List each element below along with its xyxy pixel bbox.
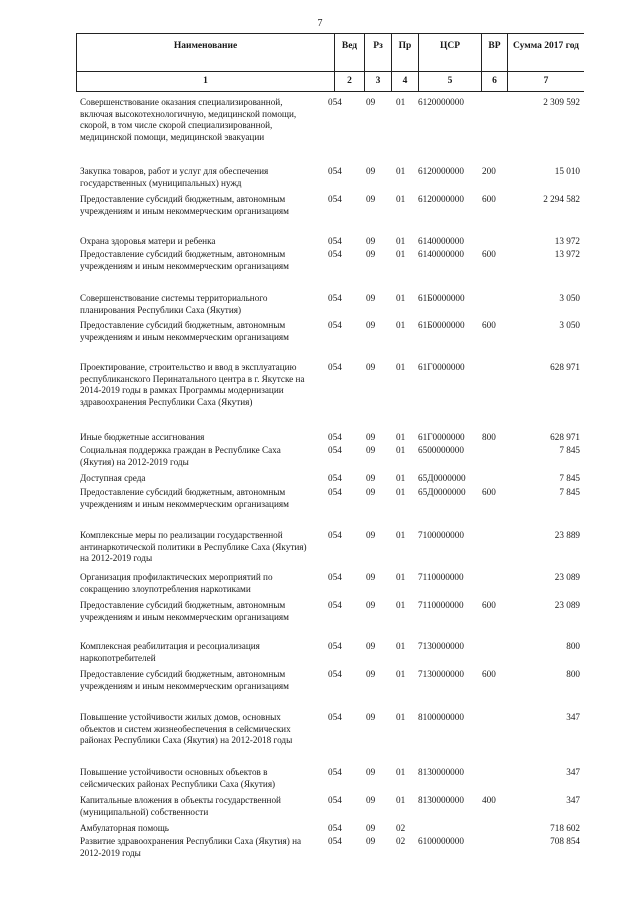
- row-rz: 09: [366, 293, 376, 303]
- row-name: Доступная среда: [80, 473, 146, 483]
- row-sum: 15 010: [554, 166, 580, 176]
- row-ved: 054: [328, 432, 342, 442]
- row-csr: 65Д0000000: [418, 487, 466, 497]
- row-name: Комплексные меры по реализации государственной антинаркотической политики в Республике Саха (Якутия) на 2012-2019 годы: [80, 530, 307, 564]
- row-rz: 09: [366, 641, 376, 651]
- row-pr: 01: [396, 293, 406, 303]
- row-ved: 054: [328, 712, 342, 722]
- row-rz: 09: [366, 572, 376, 582]
- row-pr: 01: [396, 320, 406, 330]
- row-vr: 400: [482, 795, 496, 805]
- row-vr: 600: [482, 669, 496, 679]
- row-rz: 09: [366, 97, 376, 107]
- row-name: Комплексная реабилитация и ресоциализация наркопотребителей: [80, 641, 260, 663]
- header-sum: Сумма 2017 год: [513, 41, 579, 51]
- row-rz: 09: [366, 823, 376, 833]
- row-rz: 09: [366, 669, 376, 679]
- row-csr: 8130000000: [418, 767, 464, 777]
- row-pr: 01: [396, 530, 406, 540]
- header-cell-csr: [418, 34, 481, 91]
- header-cell-vr: [481, 34, 507, 91]
- row-csr: 6100000000: [418, 836, 464, 846]
- row-sum: 3 050: [559, 293, 580, 303]
- row-name: Совершенствование системы территориального планирования Республики Саха (Якутия): [80, 293, 268, 315]
- row-pr: 02: [396, 823, 406, 833]
- header-number-7: 7: [543, 76, 549, 86]
- row-rz: 09: [366, 320, 376, 330]
- row-csr: 6140000000: [418, 236, 464, 246]
- row-rz: 09: [366, 445, 376, 455]
- row-ved: 054: [328, 166, 342, 176]
- row-sum: 13 972: [554, 249, 580, 259]
- page-number: 7: [317, 18, 323, 29]
- row-ved: 054: [328, 236, 342, 246]
- row-sum: 7 845: [559, 445, 580, 455]
- row-ved: 054: [328, 194, 342, 204]
- row-sum: 718 602: [550, 823, 580, 833]
- row-vr: 600: [482, 320, 496, 330]
- row-sum: 800: [566, 641, 580, 651]
- row-rz: 09: [366, 194, 376, 204]
- row-pr: 01: [396, 236, 406, 246]
- header-number-3: 3: [375, 76, 381, 86]
- row-pr: 01: [396, 362, 406, 372]
- header-csr: ЦСР: [439, 41, 461, 51]
- row-rz: 09: [366, 530, 376, 540]
- header-pr: Пр: [398, 41, 412, 51]
- header-name: Наименование: [173, 41, 238, 51]
- row-csr: 6120000000: [418, 194, 464, 204]
- row-pr: 01: [396, 249, 406, 259]
- row-name: Предоставление субсидий бюджетным, автономным учреждениям и иным некоммерческим организациям: [80, 249, 289, 271]
- row-sum: 708 854: [550, 836, 580, 846]
- row-name: Охрана здоровья матери и ребенка: [80, 236, 216, 246]
- row-csr: 61Б0000000: [418, 320, 465, 330]
- row-csr: 8130000000: [418, 795, 464, 805]
- row-name: Иные бюджетные ассигнования: [80, 432, 205, 442]
- row-name: Капитальные вложения в объекты государственной (муниципальной) собственности: [80, 795, 281, 817]
- row-rz: 09: [366, 249, 376, 259]
- row-csr: 61Г0000000: [418, 362, 465, 372]
- row-ved: 054: [328, 836, 342, 846]
- row-sum: 2 309 592: [543, 97, 580, 107]
- row-vr: 600: [482, 487, 496, 497]
- row-sum: 347: [566, 767, 580, 777]
- row-rz: 09: [366, 432, 376, 442]
- header-cell-rz: [364, 34, 391, 91]
- row-csr: 65Д0000000: [418, 473, 466, 483]
- row-csr: 7130000000: [418, 669, 464, 679]
- row-ved: 054: [328, 293, 342, 303]
- row-csr: 6500000000: [418, 445, 464, 455]
- row-rz: 09: [366, 795, 376, 805]
- row-name: Повышение устойчивости основных объектов в сейсмических районах Республики Саха (Якутия): [80, 767, 276, 789]
- row-rz: 09: [366, 487, 376, 497]
- row-name: Развитие здравоохранения Республики Саха (Якутия) на 2012-2019 годы: [80, 836, 302, 858]
- row-pr: 01: [396, 712, 406, 722]
- row-csr: 6140000000: [418, 249, 464, 259]
- row-ved: 054: [328, 473, 342, 483]
- row-name: Предоставление субсидий бюджетным, автономным учреждениям и иным некоммерческим организациям: [80, 487, 289, 509]
- row-ved: 054: [328, 530, 342, 540]
- row-ved: 054: [328, 823, 342, 833]
- row-vr: 800: [482, 432, 496, 442]
- row-sum: 800: [566, 669, 580, 679]
- header-ved: Вед: [341, 41, 358, 51]
- row-ved: 054: [328, 362, 342, 372]
- row-csr: 7130000000: [418, 641, 464, 651]
- header-cell-name: [76, 34, 334, 91]
- row-name: Проектирование, строительство и ввод в эксплуатацию республиканского Перинатального центра в г. Якутске на 2014-2019 годы в рамках Программы модернизации здравоохранения Республики Саха (Якутия): [80, 362, 305, 407]
- row-csr: 6120000000: [418, 166, 464, 176]
- row-rz: 09: [366, 600, 376, 610]
- header-number-6: 6: [492, 76, 497, 86]
- row-name: Закупка товаров, работ и услуг для обеспечения государственных (муниципальных) нужд: [80, 166, 269, 188]
- row-pr: 01: [396, 669, 406, 679]
- row-sum: 23 889: [554, 530, 580, 540]
- row-csr: 8100000000: [418, 712, 464, 722]
- row-ved: 054: [328, 97, 342, 107]
- row-ved: 054: [328, 600, 342, 610]
- row-sum: 7 845: [559, 487, 580, 497]
- row-ved: 054: [328, 320, 342, 330]
- row-pr: 01: [396, 473, 406, 483]
- row-sum: 347: [566, 795, 580, 805]
- row-rz: 09: [366, 836, 376, 846]
- row-pr: 01: [396, 767, 406, 777]
- row-name: Предоставление субсидий бюджетным, автономным учреждениям и иным некоммерческим организациям: [80, 669, 289, 691]
- row-pr: 01: [396, 572, 406, 582]
- row-pr: 01: [396, 432, 406, 442]
- row-csr: 61Б0000000: [418, 293, 465, 303]
- row-sum: 628 971: [550, 362, 580, 372]
- row-pr: 01: [396, 600, 406, 610]
- row-pr: 01: [396, 194, 406, 204]
- row-vr: 600: [482, 194, 496, 204]
- row-vr: 600: [482, 249, 496, 259]
- row-rz: 09: [366, 166, 376, 176]
- row-sum: 7 845: [559, 473, 580, 483]
- row-csr: 6120000000: [418, 97, 464, 107]
- header-number-1: 1: [203, 76, 208, 86]
- row-name: Организация профилактических мероприятий по сокращению злоупотребления наркотиками: [80, 572, 273, 594]
- row-pr: 01: [396, 445, 406, 455]
- header-cell-ved: [334, 34, 364, 91]
- row-name: Амбулаторная помощь: [80, 823, 169, 833]
- row-pr: 01: [396, 487, 406, 497]
- row-ved: 054: [328, 767, 342, 777]
- row-csr: 7110000000: [418, 600, 464, 610]
- row-ved: 054: [328, 249, 342, 259]
- header-number-2: 2: [347, 76, 352, 86]
- row-sum: 13 972: [554, 236, 580, 246]
- row-sum: 628 971: [550, 432, 580, 442]
- header-cell-pr: [391, 34, 418, 91]
- header-rz: Рз: [373, 41, 383, 51]
- row-pr: 01: [396, 166, 406, 176]
- row-csr: 61Г0000000: [418, 432, 465, 442]
- row-pr: 01: [396, 795, 406, 805]
- row-pr: 01: [396, 97, 406, 107]
- row-sum: 23 089: [554, 600, 580, 610]
- header-cell-sum: [507, 34, 584, 91]
- row-sum: 347: [566, 712, 580, 722]
- row-name: Социальная поддержка граждан в Республике Саха (Якутия) на 2012-2019 годы: [80, 445, 281, 467]
- row-rz: 09: [366, 236, 376, 246]
- table-header: [76, 33, 584, 92]
- row-rz: 09: [366, 767, 376, 777]
- row-csr: 7110000000: [418, 572, 464, 582]
- row-ved: 054: [328, 669, 342, 679]
- row-vr: 200: [482, 166, 496, 176]
- row-ved: 054: [328, 445, 342, 455]
- row-sum: 2 294 582: [543, 194, 580, 204]
- row-pr: 02: [396, 836, 406, 846]
- row-name: Совершенствование оказания специализированной, включая высокотехнологичную, медицинской помощи, скорой, в том числе скорой специализированной, медицинской помощи, медицинской эвакуации: [80, 97, 297, 142]
- row-name: Предоставление субсидий бюджетным, автономным учреждениям и иным некоммерческим организациям: [80, 194, 289, 216]
- header-vr: ВР: [488, 41, 501, 51]
- row-rz: 09: [366, 712, 376, 722]
- row-ved: 054: [328, 795, 342, 805]
- row-rz: 09: [366, 362, 376, 372]
- row-ved: 054: [328, 641, 342, 651]
- row-name: Повышение устойчивости жилых домов, основных объектов и систем жизнеобеспечения в сейсмических районах Республики Саха (Якутия) на 2012-2018 годы: [80, 712, 293, 746]
- row-sum: 23 089: [554, 572, 580, 582]
- row-sum: 3 050: [559, 320, 580, 330]
- row-name: Предоставление субсидий бюджетным, автономным учреждениям и иным некоммерческим организациям: [80, 600, 289, 622]
- row-rz: 09: [366, 473, 376, 483]
- row-name: Предоставление субсидий бюджетным, автономным учреждениям и иным некоммерческим организациям: [80, 320, 289, 342]
- row-vr: 600: [482, 600, 496, 610]
- row-csr: 7100000000: [418, 530, 464, 540]
- row-ved: 054: [328, 487, 342, 497]
- header-number-4: 4: [402, 76, 408, 86]
- row-pr: 01: [396, 641, 406, 651]
- header-number-5: 5: [447, 76, 453, 86]
- row-ved: 054: [328, 572, 342, 582]
